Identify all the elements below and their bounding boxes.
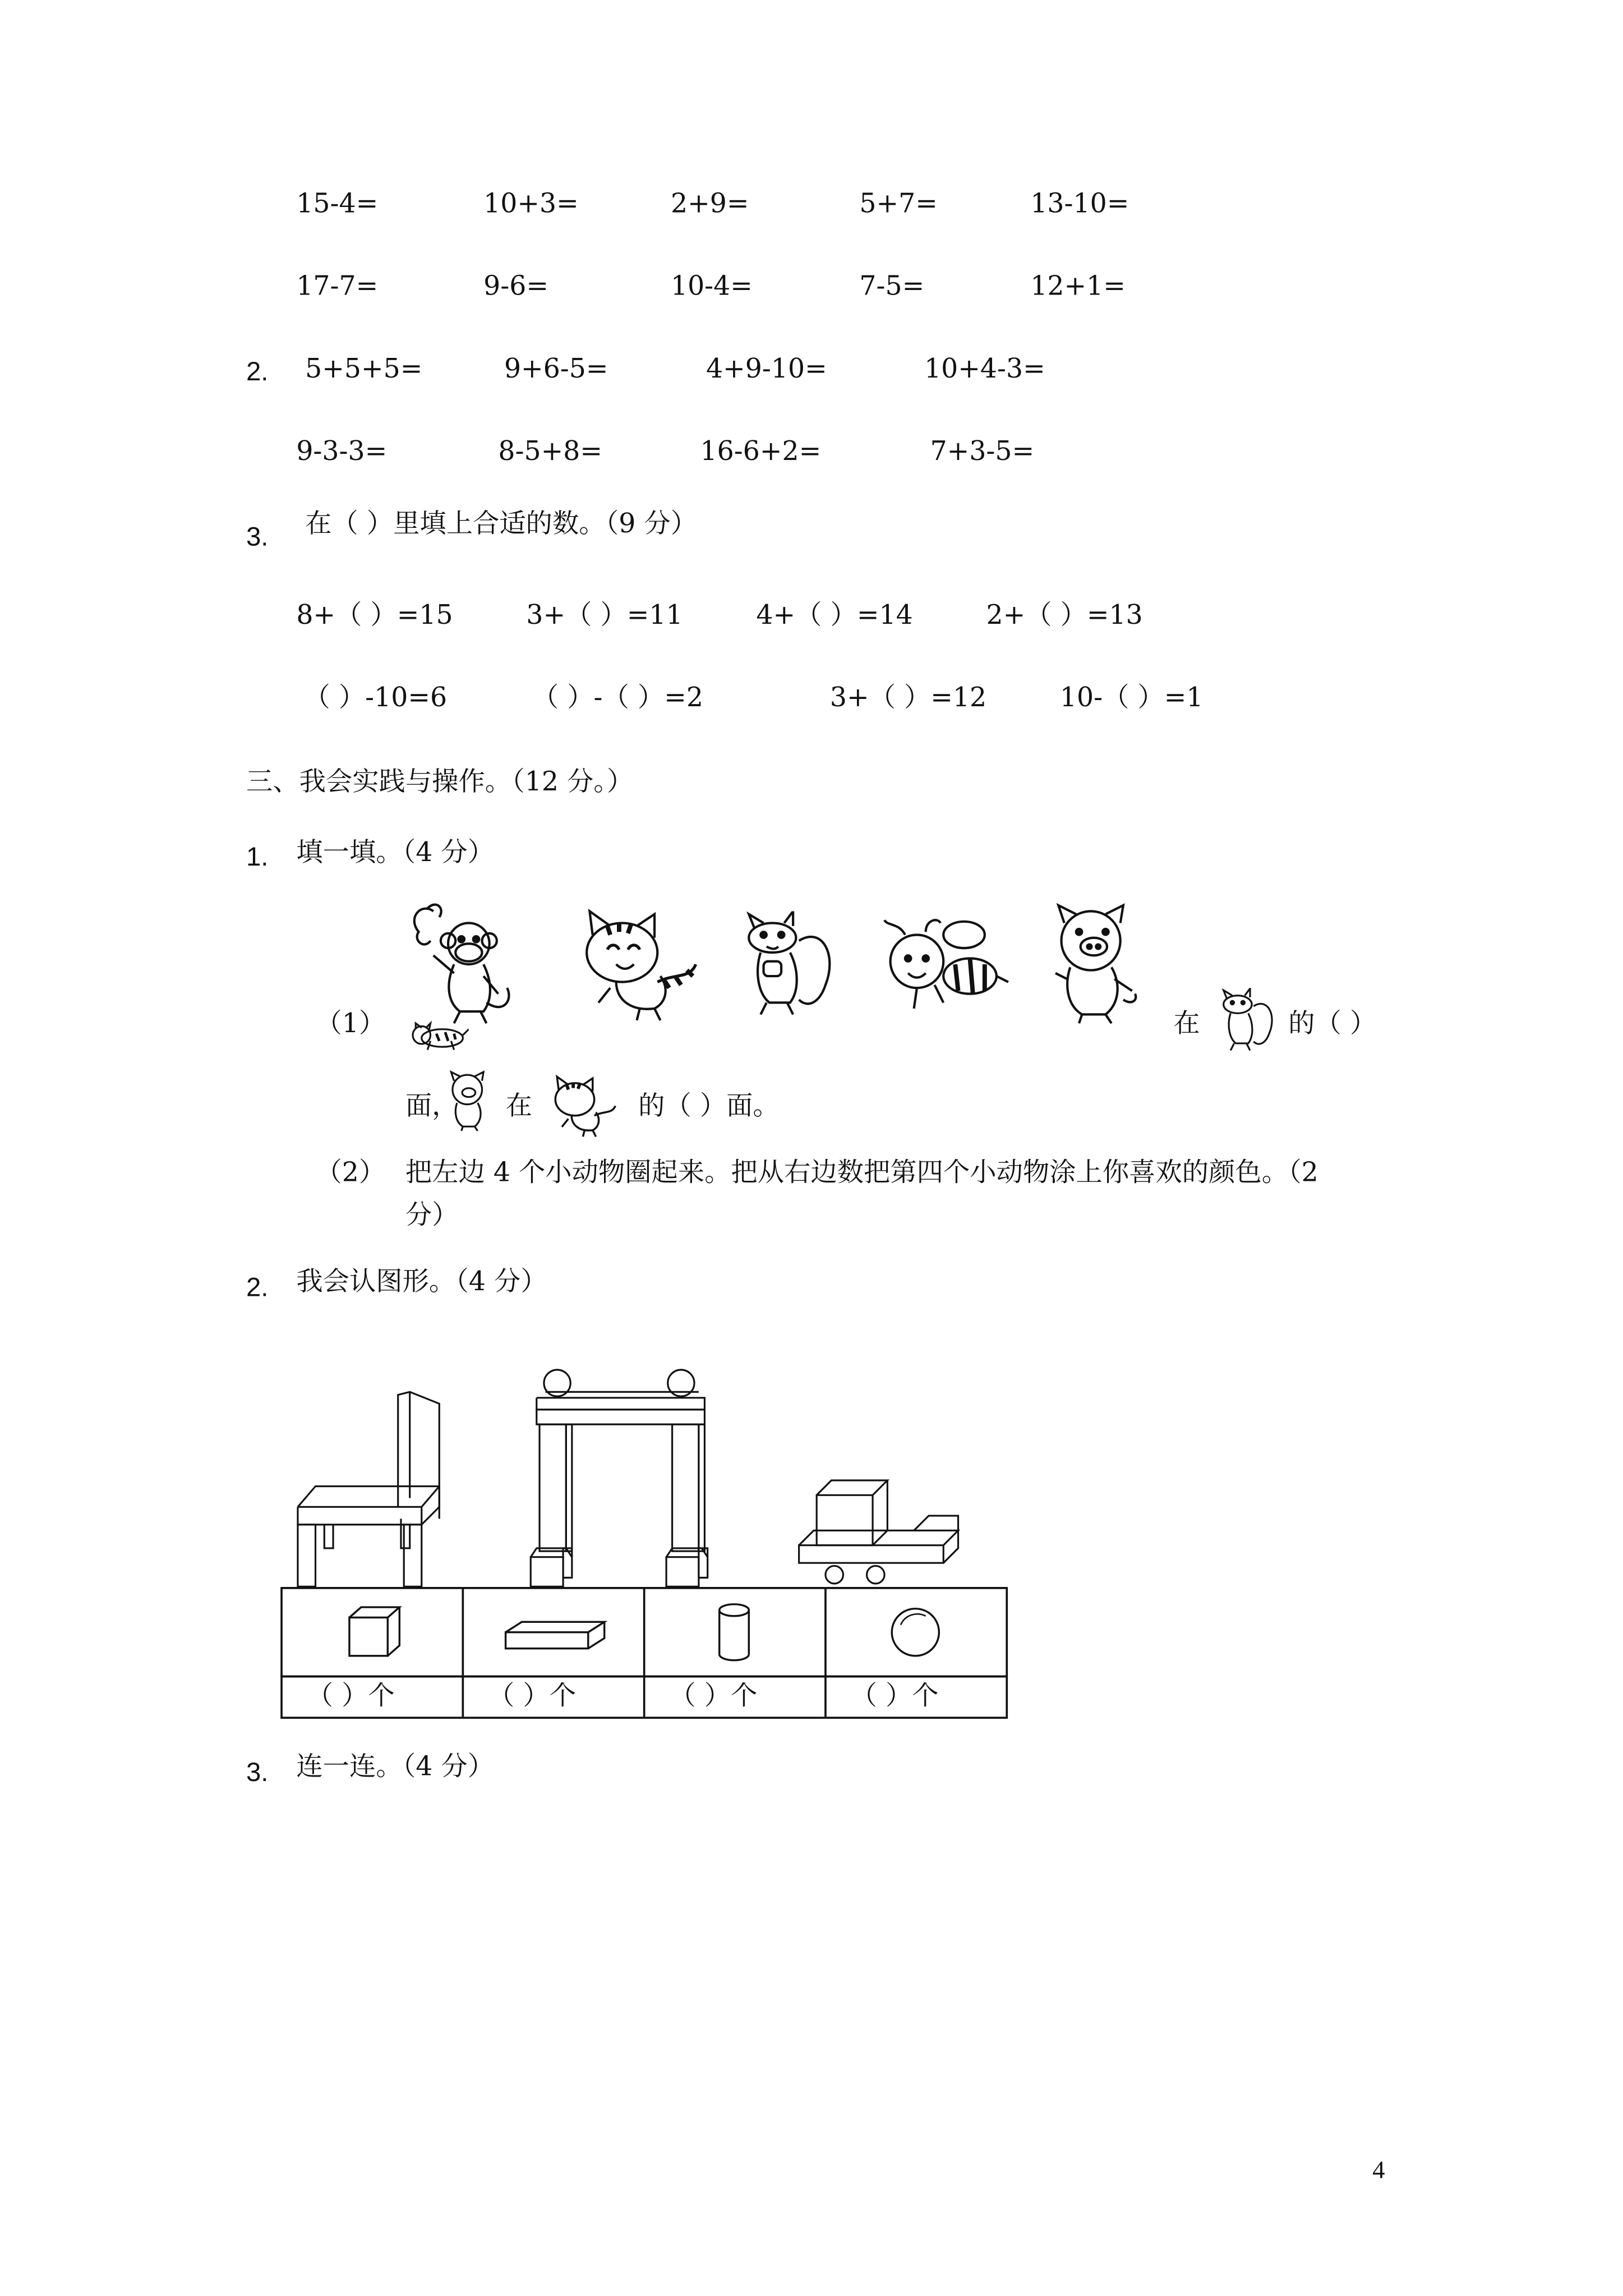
cat-icon <box>546 1074 623 1139</box>
sentence-text: 在 <box>505 1091 532 1122</box>
problem: 8-5+8= <box>498 436 603 468</box>
sentence-text: 的（ ） <box>1288 1008 1377 1040</box>
sub-question-label: （1） <box>315 1008 386 1040</box>
fill-blank: 4+（ ）=14 <box>756 600 913 631</box>
problem: 5+5+5= <box>305 353 423 385</box>
cat-icon <box>572 905 705 1023</box>
building-blocks-figure <box>280 1365 1008 1722</box>
monkey-icon <box>401 896 519 1029</box>
count-blank[interactable]: （ ）个 <box>850 1681 939 1712</box>
cube-icon <box>345 1604 404 1658</box>
question-title: 我会认图形。（4 分） <box>296 1266 547 1298</box>
problem: 7-5= <box>859 271 925 302</box>
problem: 4+9-10= <box>706 353 827 385</box>
sub-question-label: （2） <box>315 1157 386 1189</box>
fill-blank: 3+（ ）=11 <box>526 600 683 631</box>
problem: 7+3-5= <box>930 436 1035 468</box>
question-number: 3. <box>246 1757 269 1787</box>
pig-icon <box>445 1070 492 1132</box>
question-title: 在（ ）里填上合适的数。（9 分） <box>305 508 698 540</box>
question-number: 2. <box>246 357 269 386</box>
squirrel-icon <box>1215 988 1276 1053</box>
problem: 10-4= <box>670 271 753 302</box>
squirrel-icon <box>734 911 837 1017</box>
problem: 17-7= <box>296 271 379 302</box>
problem: 10+4-3= <box>924 353 1045 385</box>
problem: 15-4= <box>296 188 379 220</box>
count-blank[interactable]: （ ）个 <box>669 1681 758 1712</box>
gate-figure <box>531 1370 707 1586</box>
sentence-text: 面， <box>405 1091 459 1122</box>
sub-question-text: 分） <box>405 1200 459 1231</box>
count-blank[interactable]: （ ）个 <box>306 1681 395 1712</box>
cuboid-icon <box>501 1619 607 1651</box>
bee-icon <box>873 917 1011 1018</box>
fill-blank: 2+（ ）=13 <box>986 600 1143 631</box>
problem: 12+1= <box>1030 271 1126 302</box>
pig-icon <box>1046 903 1141 1027</box>
problem: 16-6+2= <box>700 436 822 468</box>
question-number: 1. <box>246 841 269 872</box>
section-heading: 三、我会实践与操作。（12 分。） <box>246 766 634 798</box>
problem: 9-3-3= <box>296 436 388 468</box>
problem: 2+9= <box>670 188 749 220</box>
problem: 9-6= <box>483 271 549 302</box>
fill-blank: （ ）-10=6 <box>303 682 448 714</box>
fill-blank: （ ）-（ ）=2 <box>532 682 703 714</box>
problem: 13-10= <box>1030 188 1129 220</box>
fill-blank: 10-（ ）=1 <box>1059 682 1204 714</box>
question-number: 2. <box>246 1272 269 1302</box>
problem: 5+7= <box>859 188 938 220</box>
sphere-icon <box>887 1604 943 1660</box>
sentence-text: 的（ ）面。 <box>638 1091 780 1122</box>
count-blank[interactable]: （ ）个 <box>488 1681 577 1712</box>
question-number: 3. <box>246 522 269 552</box>
cat-icon <box>407 1020 468 1056</box>
fill-blank: 3+（ ）=12 <box>829 682 987 714</box>
question-title: 填一填。（4 分） <box>296 837 495 869</box>
page-number: 4 <box>1372 2155 1385 2184</box>
sentence-text: 在 <box>1173 1008 1200 1040</box>
chair-figure <box>298 1392 439 1586</box>
fill-blank: 8+（ ）=15 <box>296 600 453 631</box>
problem: 10+3= <box>483 188 579 220</box>
sub-question-text: 把左边 4 个小动物圈起来。把从右边数把第四个小动物涂上你喜欢的颜色。（2 <box>405 1157 1318 1189</box>
question-title: 连一连。（4 分） <box>296 1751 495 1783</box>
car-figure <box>799 1480 958 1584</box>
problem: 9+6-5= <box>504 353 608 385</box>
cylinder-icon <box>713 1602 755 1663</box>
